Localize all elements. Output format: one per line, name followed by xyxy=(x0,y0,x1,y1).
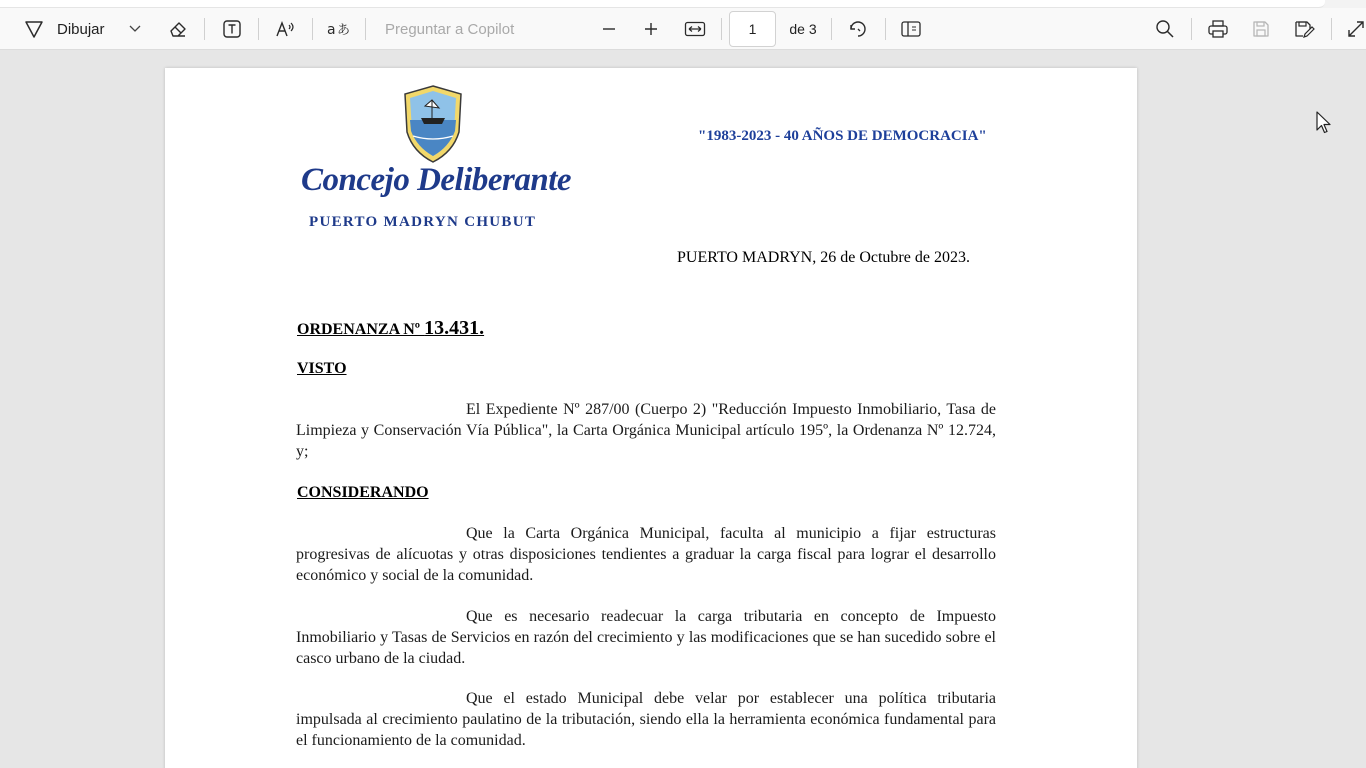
eraser-icon[interactable] xyxy=(166,8,190,50)
ordinance-title xyxy=(297,317,484,340)
toolbar-separator xyxy=(204,18,205,40)
mouse-pointer-icon xyxy=(1316,111,1332,140)
pdf-page xyxy=(165,68,1137,768)
chevron-down-icon[interactable] xyxy=(127,8,143,50)
page-view-icon[interactable] xyxy=(899,8,923,50)
rotate-icon[interactable] xyxy=(846,8,870,50)
document-dateline: PUERTO MADRYN, 26 de Octubre de 2023. xyxy=(677,249,970,266)
toolbar-separator xyxy=(312,18,313,40)
ordinance-label: ORDENANZA Nº xyxy=(297,321,425,338)
considerando-heading: CONSIDERANDO xyxy=(297,484,429,501)
toolbar-separator xyxy=(1191,18,1192,40)
draw-icon[interactable] xyxy=(22,8,46,50)
search-icon[interactable] xyxy=(1153,8,1177,50)
toolbar-separator xyxy=(365,18,366,40)
page-number-input[interactable]: 1 xyxy=(729,11,776,47)
save-as-icon[interactable] xyxy=(1292,8,1316,50)
visto-heading: VISTO xyxy=(297,360,347,377)
fullscreen-icon[interactable] xyxy=(1345,8,1366,50)
ordinance-number: 13.431. xyxy=(424,317,485,339)
text-box-icon[interactable] xyxy=(220,8,244,50)
ask-copilot-input[interactable]: Preguntar a Copilot xyxy=(385,20,515,38)
zoom-in-icon[interactable] xyxy=(641,8,661,50)
pdf-toolbar xyxy=(0,8,1366,50)
translate-icon[interactable] xyxy=(326,8,352,50)
considerando-paragraph-1: Que la Carta Orgánica Municipal, faculta al municipio a fijar estructuras progresivas de alícuotas y otras disposiciones tendientes a graduar la carga fiscal para lograr el desarrollo económico y social de la comunidad. xyxy=(296,525,996,584)
toolbar-separator xyxy=(721,18,722,40)
tab-edge xyxy=(0,0,1325,8)
toolbar-separator xyxy=(258,18,259,40)
svg-text:あ: あ xyxy=(337,23,351,38)
save-icon[interactable] xyxy=(1250,8,1272,50)
svg-text:a: a xyxy=(327,22,336,38)
visto-paragraph: El Expediente Nº 287/00 (Cuerpo 2) "Reducción Impuesto Inmobiliario, Tasa de Limpieza y Conservación Vía Pública", la Carta Orgánica Municipal artículo 195º, la Ordenanza Nº 12.724, y; xyxy=(296,401,996,460)
zoom-out-icon[interactable] xyxy=(599,8,619,50)
draw-button-label[interactable]: Dibujar xyxy=(57,20,105,38)
window-top-strip xyxy=(0,0,1366,8)
print-icon[interactable] xyxy=(1206,8,1230,50)
page-count-label: de 3 xyxy=(789,21,817,37)
toolbar-separator xyxy=(885,18,886,40)
considerando-paragraph-2: Que es necesario readecuar la carga tributaria en concepto de Impuesto Inmobiliario y Tasas de Servicios en razón del crecimiento y las modificaciones que se han sucedido sobre el casco urbano de la ciudad. xyxy=(296,608,996,667)
org-name-script: Concejo Deliberante xyxy=(301,162,572,198)
org-location: PUERTO MADRYN CHUBUT xyxy=(309,214,537,230)
toolbar-separator xyxy=(831,18,832,40)
considerando-paragraph-3: Que el estado Municipal debe velar por establecer una política tributaria impulsada al crecimiento paulatino de la tributación, siendo ella la herramienta económica fundamental para el funcionamiento de la comunidad. xyxy=(296,690,996,749)
toolbar-separator xyxy=(1331,18,1332,40)
crest-logo xyxy=(401,84,465,169)
fit-to-width-icon[interactable] xyxy=(683,8,707,50)
read-aloud-icon[interactable] xyxy=(273,8,299,50)
document-motto: "1983-2023 - 40 AÑOS DE DEMOCRACIA" xyxy=(698,128,987,144)
